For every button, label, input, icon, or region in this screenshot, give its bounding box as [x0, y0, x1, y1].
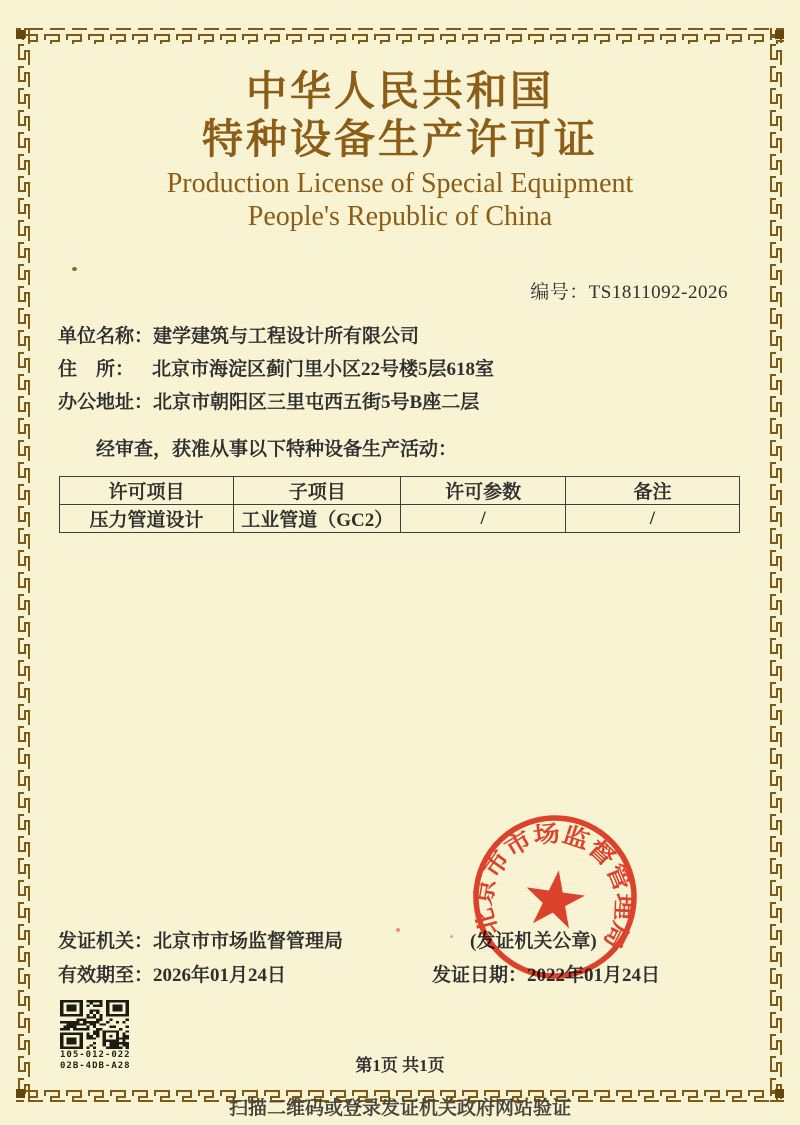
cell-parameters: / [401, 505, 566, 533]
ink-speck [450, 935, 453, 938]
issuer-value: 北京市市场监督管理局 [153, 931, 344, 952]
serial-value: TS1811092-2026 [588, 282, 728, 303]
approval-statement: 经审查，获准从事以下特种设备生产活动： [96, 439, 458, 460]
border-corner-tr [775, 30, 784, 39]
border-corner-tl [16, 30, 25, 39]
field-label: 住 所： [58, 359, 135, 380]
field-value: 建学建筑与工程设计所有限公司 [153, 326, 420, 347]
cell-sub-item: 工业管道（GC2） [234, 505, 401, 533]
field-value: 北京市海淀区蓟门里小区22号楼5层618室 [152, 359, 495, 380]
title-cn-line2: 特种设备生产许可证 [202, 116, 598, 162]
serial-label: 编号： [530, 282, 589, 303]
entity-fields [58, 320, 494, 419]
field-registered-address [58, 353, 494, 386]
issue-date: 2022年01月24日 [527, 965, 661, 986]
field-label: 单位名称： [58, 326, 154, 347]
issue-date-line [432, 960, 660, 987]
table-row [60, 505, 740, 533]
qr-code-text-line1: 105-012-022 [60, 1050, 131, 1060]
qr-code [60, 1000, 129, 1049]
serial-number-line [530, 277, 728, 304]
seal-text: 北京市市场监督管理局 [470, 821, 637, 950]
col-header-parameters: 许可参数 [401, 477, 566, 505]
field-label: 办公地址： [58, 392, 154, 413]
issuer-label: 发证机关： [58, 931, 154, 952]
ink-speck [396, 928, 400, 932]
valid-date: 2026年01月24日 [153, 965, 287, 986]
paper-speck [72, 267, 77, 271]
cell-license-item: 压力管道设计 [60, 505, 234, 533]
col-header-remarks: 备注 [565, 477, 739, 505]
valid-until-line [58, 960, 286, 987]
issuing-authority-line [58, 926, 343, 953]
seal-caption: (发证机关公章) [470, 931, 597, 952]
border-top [16, 28, 784, 44]
valid-label: 有效期至： [58, 965, 154, 986]
verification-note: 扫描二维码或登录发证机关政府网站验证 [228, 1098, 571, 1119]
col-header-sub-item: 子项目 [234, 477, 401, 505]
field-company-name [58, 320, 494, 353]
cell-remarks: / [565, 505, 739, 533]
table-header-row [60, 477, 740, 505]
title-cn-line1: 中华人民共和国 [246, 68, 554, 114]
field-value: 北京市朝阳区三里屯西五街5号B座二层 [153, 392, 480, 413]
qr-code-text-line2: 02B-4DB-A28 [60, 1061, 131, 1071]
issue-date-label: 发证日期： [432, 965, 528, 986]
page-number: 第1页 共1页 [355, 1056, 445, 1075]
col-header-license-item: 许可项目 [60, 477, 234, 505]
license-table [59, 476, 740, 533]
title-en-line1: Production License of Special Equipment [166, 168, 634, 199]
title-en-line2: People's Republic of China [247, 201, 553, 232]
field-office-address [58, 386, 494, 419]
